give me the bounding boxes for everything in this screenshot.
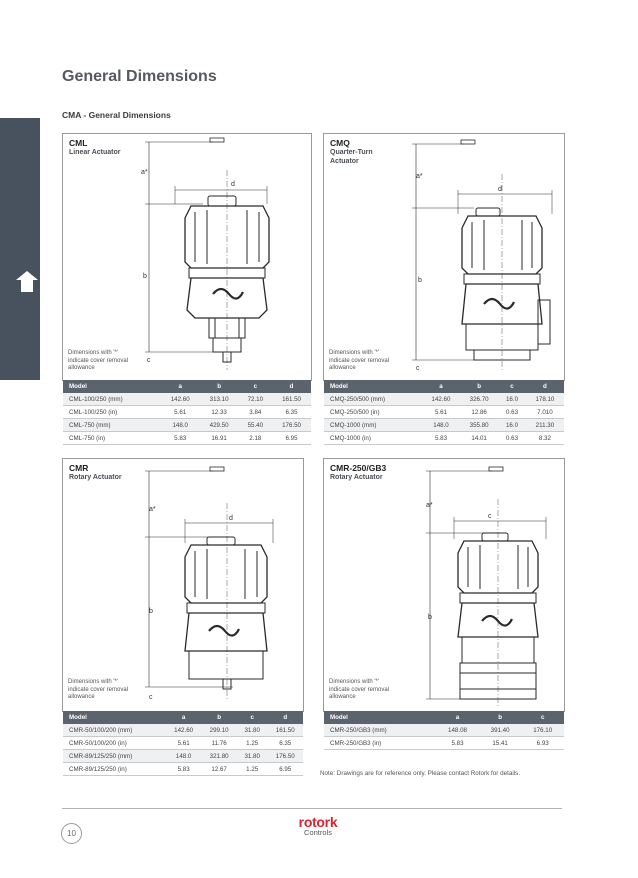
col-header-b: b — [200, 380, 239, 393]
col-header-c: c — [239, 380, 273, 393]
table-cell: 142.60 — [166, 724, 202, 737]
actuator-drawing-cmq — [324, 134, 564, 380]
table-cell: 321.80 — [201, 750, 237, 763]
table-cell: 429.50 — [200, 419, 239, 432]
table-cell: 11.76 — [201, 737, 237, 750]
col-header-c: c — [237, 711, 268, 724]
table-cell: 355.80 — [460, 419, 498, 432]
panel-subtitle: Rotary Actuator — [330, 474, 383, 481]
col-header-b: b — [479, 711, 522, 724]
actuator-figure — [412, 140, 552, 370]
dim-label-b: b — [149, 608, 153, 615]
col-header-d: d — [267, 711, 303, 724]
table-row — [324, 724, 564, 737]
col-header-a: a — [161, 380, 200, 393]
table-cell: 15.41 — [479, 737, 522, 750]
table-row — [63, 737, 303, 750]
table-cell: 161.50 — [272, 393, 311, 406]
table-cell: 142.60 — [161, 393, 200, 406]
table-cell: 326.70 — [460, 393, 498, 406]
table-cell: CMQ-250/500 (mm) — [324, 393, 422, 406]
panel-title: CML — [69, 138, 88, 148]
section-side-tab — [0, 118, 40, 380]
table-row — [324, 432, 564, 445]
table-cell: CMQ-1000 (mm) — [324, 419, 422, 432]
dim-label-a: a* — [416, 173, 423, 180]
table-cell: 176.50 — [267, 750, 303, 763]
dimension-table-cmr — [63, 711, 303, 776]
table-header-row — [63, 380, 311, 393]
col-header-b: b — [460, 380, 498, 393]
table-cell: CMR-250/GB3 (in) — [324, 737, 436, 750]
table-row — [63, 724, 303, 737]
table-cell: 3.84 — [239, 406, 273, 419]
actuator-figure — [145, 467, 273, 699]
table-header-row — [324, 711, 564, 724]
table-cell: 5.61 — [161, 406, 200, 419]
table-cell: 6.35 — [272, 406, 311, 419]
table-cell: 5.83 — [166, 763, 202, 776]
table-cell: 6.93 — [521, 737, 564, 750]
table-cell: 5.83 — [161, 432, 200, 445]
table-row — [324, 737, 564, 750]
panel-cmq — [323, 133, 565, 442]
table-header-row — [324, 380, 564, 393]
table-cell: 6.95 — [272, 432, 311, 445]
col-header-a: a — [436, 711, 479, 724]
footer-divider — [62, 808, 562, 809]
panel-title: CMR-250/GB3 — [330, 463, 387, 473]
panel-subtitle: Rotary Actuator — [69, 474, 122, 481]
actuator-figure — [145, 138, 269, 370]
table-cell: 72.10 — [239, 393, 273, 406]
page-subtitle: CMA - General Dimensions — [62, 110, 171, 120]
table-cell: 31.80 — [237, 724, 268, 737]
table-cell: 5.83 — [422, 432, 460, 445]
table-cell: 0.63 — [498, 406, 526, 419]
rotork-logo — [288, 814, 348, 837]
panel-note: Dimensions with '*' indicate cover removal allowance — [329, 350, 390, 371]
table-cell: 299.10 — [201, 724, 237, 737]
table-cell: 313.10 — [200, 393, 239, 406]
actuator-drawing-cmr — [63, 459, 303, 711]
table-cell: 148.0 — [166, 750, 202, 763]
dimension-table-cmr-gb3 — [324, 711, 564, 750]
table-row — [63, 750, 303, 763]
table-cell: 14.01 — [460, 432, 498, 445]
col-header-d: d — [526, 380, 564, 393]
table-cell: 0.63 — [498, 432, 526, 445]
table-cell: 142.60 — [422, 393, 460, 406]
table-cell: 148.08 — [436, 724, 479, 737]
col-header-model: Model — [63, 380, 161, 393]
panel-cmr-gb3 — [323, 458, 565, 747]
table-cell: CMR-50/100/200 (in) — [63, 737, 166, 750]
table-cell: 8.32 — [526, 432, 564, 445]
dim-label-b: b — [418, 277, 422, 284]
panel-subtitle: Linear Actuator — [69, 149, 121, 156]
col-header-model: Model — [63, 711, 166, 724]
table-row — [63, 763, 303, 776]
table-cell: 1.25 — [237, 763, 268, 776]
dim-label-a: a* — [426, 502, 433, 509]
dim-label-c: c — [416, 365, 420, 372]
table-cell: 1.25 — [237, 737, 268, 750]
col-header-c: c — [521, 711, 564, 724]
panel-subtitle: Quarter-Turn Actuator — [330, 149, 373, 165]
table-cell: 148.0 — [422, 419, 460, 432]
dim-label-a: a* — [149, 506, 156, 513]
dim-label-b: b — [143, 273, 147, 280]
col-header-model: Model — [324, 711, 436, 724]
col-header-c: c — [498, 380, 526, 393]
dim-label-a: a* — [141, 169, 148, 176]
col-header-b: b — [201, 711, 237, 724]
table-cell: 391.40 — [479, 724, 522, 737]
table-cell: 5.61 — [422, 406, 460, 419]
dim-label-c: c — [147, 357, 151, 364]
dim-label-b: b — [428, 614, 432, 621]
table-cell: 148.0 — [161, 419, 200, 432]
table-cell: CML-750 (in) — [63, 432, 161, 445]
table-row — [324, 419, 564, 432]
dim-label-d: d — [229, 515, 233, 522]
table-cell: 55.40 — [239, 419, 273, 432]
page-number: 10 — [61, 823, 82, 844]
table-cell: CMR-250/GB3 (mm) — [324, 724, 436, 737]
table-cell: CML-100/250 (mm) — [63, 393, 161, 406]
actuator-figure — [426, 467, 546, 707]
table-cell: 12.86 — [460, 406, 498, 419]
table-cell: 176.10 — [521, 724, 564, 737]
table-cell: 12.33 — [200, 406, 239, 419]
table-row — [324, 393, 564, 406]
table-cell: CMQ-250/500 (in) — [324, 406, 422, 419]
dim-label-d: d — [231, 181, 235, 188]
table-row — [63, 393, 311, 406]
col-header-a: a — [166, 711, 202, 724]
dim-label-c: c — [488, 513, 492, 520]
table-cell: 5.61 — [166, 737, 202, 750]
table-cell: 6.35 — [267, 737, 303, 750]
dim-label-d: d — [498, 186, 502, 193]
dimension-table-cml — [63, 380, 311, 445]
table-cell: 6.95 — [267, 763, 303, 776]
dimension-table-cmq — [324, 380, 564, 445]
col-header-model: Model — [324, 380, 422, 393]
panel-cml — [62, 133, 312, 442]
table-cell: 16.0 — [498, 393, 526, 406]
table-row — [63, 419, 311, 432]
brand-subtitle: Controls — [304, 828, 332, 837]
panel-title: CMQ — [330, 138, 350, 148]
col-header-a: a — [422, 380, 460, 393]
drawing-disclaimer: Note: Drawings are for reference only. Please contact Rotork for details. — [320, 770, 521, 777]
actuator-drawing-cmr-gb3 — [324, 459, 564, 711]
table-cell: 31.80 — [237, 750, 268, 763]
brand-name: rotork — [298, 814, 338, 830]
panel-note: Dimensions with '*' indicate cover removal allowance — [68, 350, 129, 371]
table-cell: 16.0 — [498, 419, 526, 432]
table-cell: CML-100/250 (in) — [63, 406, 161, 419]
table-cell: 176.50 — [272, 419, 311, 432]
table-header-row — [63, 711, 303, 724]
table-cell: 178.10 — [526, 393, 564, 406]
table-row — [63, 432, 311, 445]
panel-note: Dimensions with '*' indicate cover removal allowance — [68, 679, 129, 700]
table-cell: 161.50 — [267, 724, 303, 737]
table-cell: CMQ-1000 (in) — [324, 432, 422, 445]
arrow-up-icon — [14, 266, 40, 292]
table-cell: 2.18 — [239, 432, 273, 445]
table-cell: 16.91 — [200, 432, 239, 445]
table-cell: CMR-89/125/250 (in) — [63, 763, 166, 776]
table-cell: CMR-89/125/250 (mm) — [63, 750, 166, 763]
table-cell: CMR-50/100/200 (mm) — [63, 724, 166, 737]
page-title: General Dimensions — [62, 68, 217, 85]
table-cell: 7.010 — [526, 406, 564, 419]
actuator-drawing-cml — [63, 134, 311, 380]
panel-note: Dimensions with '*' indicate cover removal allowance — [329, 679, 390, 700]
table-cell: 5.83 — [436, 737, 479, 750]
table-row — [63, 406, 311, 419]
panel-cmr — [62, 458, 304, 773]
table-cell: 12.67 — [201, 763, 237, 776]
col-header-d: d — [272, 380, 311, 393]
table-cell: CML-750 (mm) — [63, 419, 161, 432]
dim-label-c: c — [149, 694, 153, 701]
table-row — [324, 406, 564, 419]
table-cell: 211.30 — [526, 419, 564, 432]
panel-title: CMR — [69, 463, 89, 473]
